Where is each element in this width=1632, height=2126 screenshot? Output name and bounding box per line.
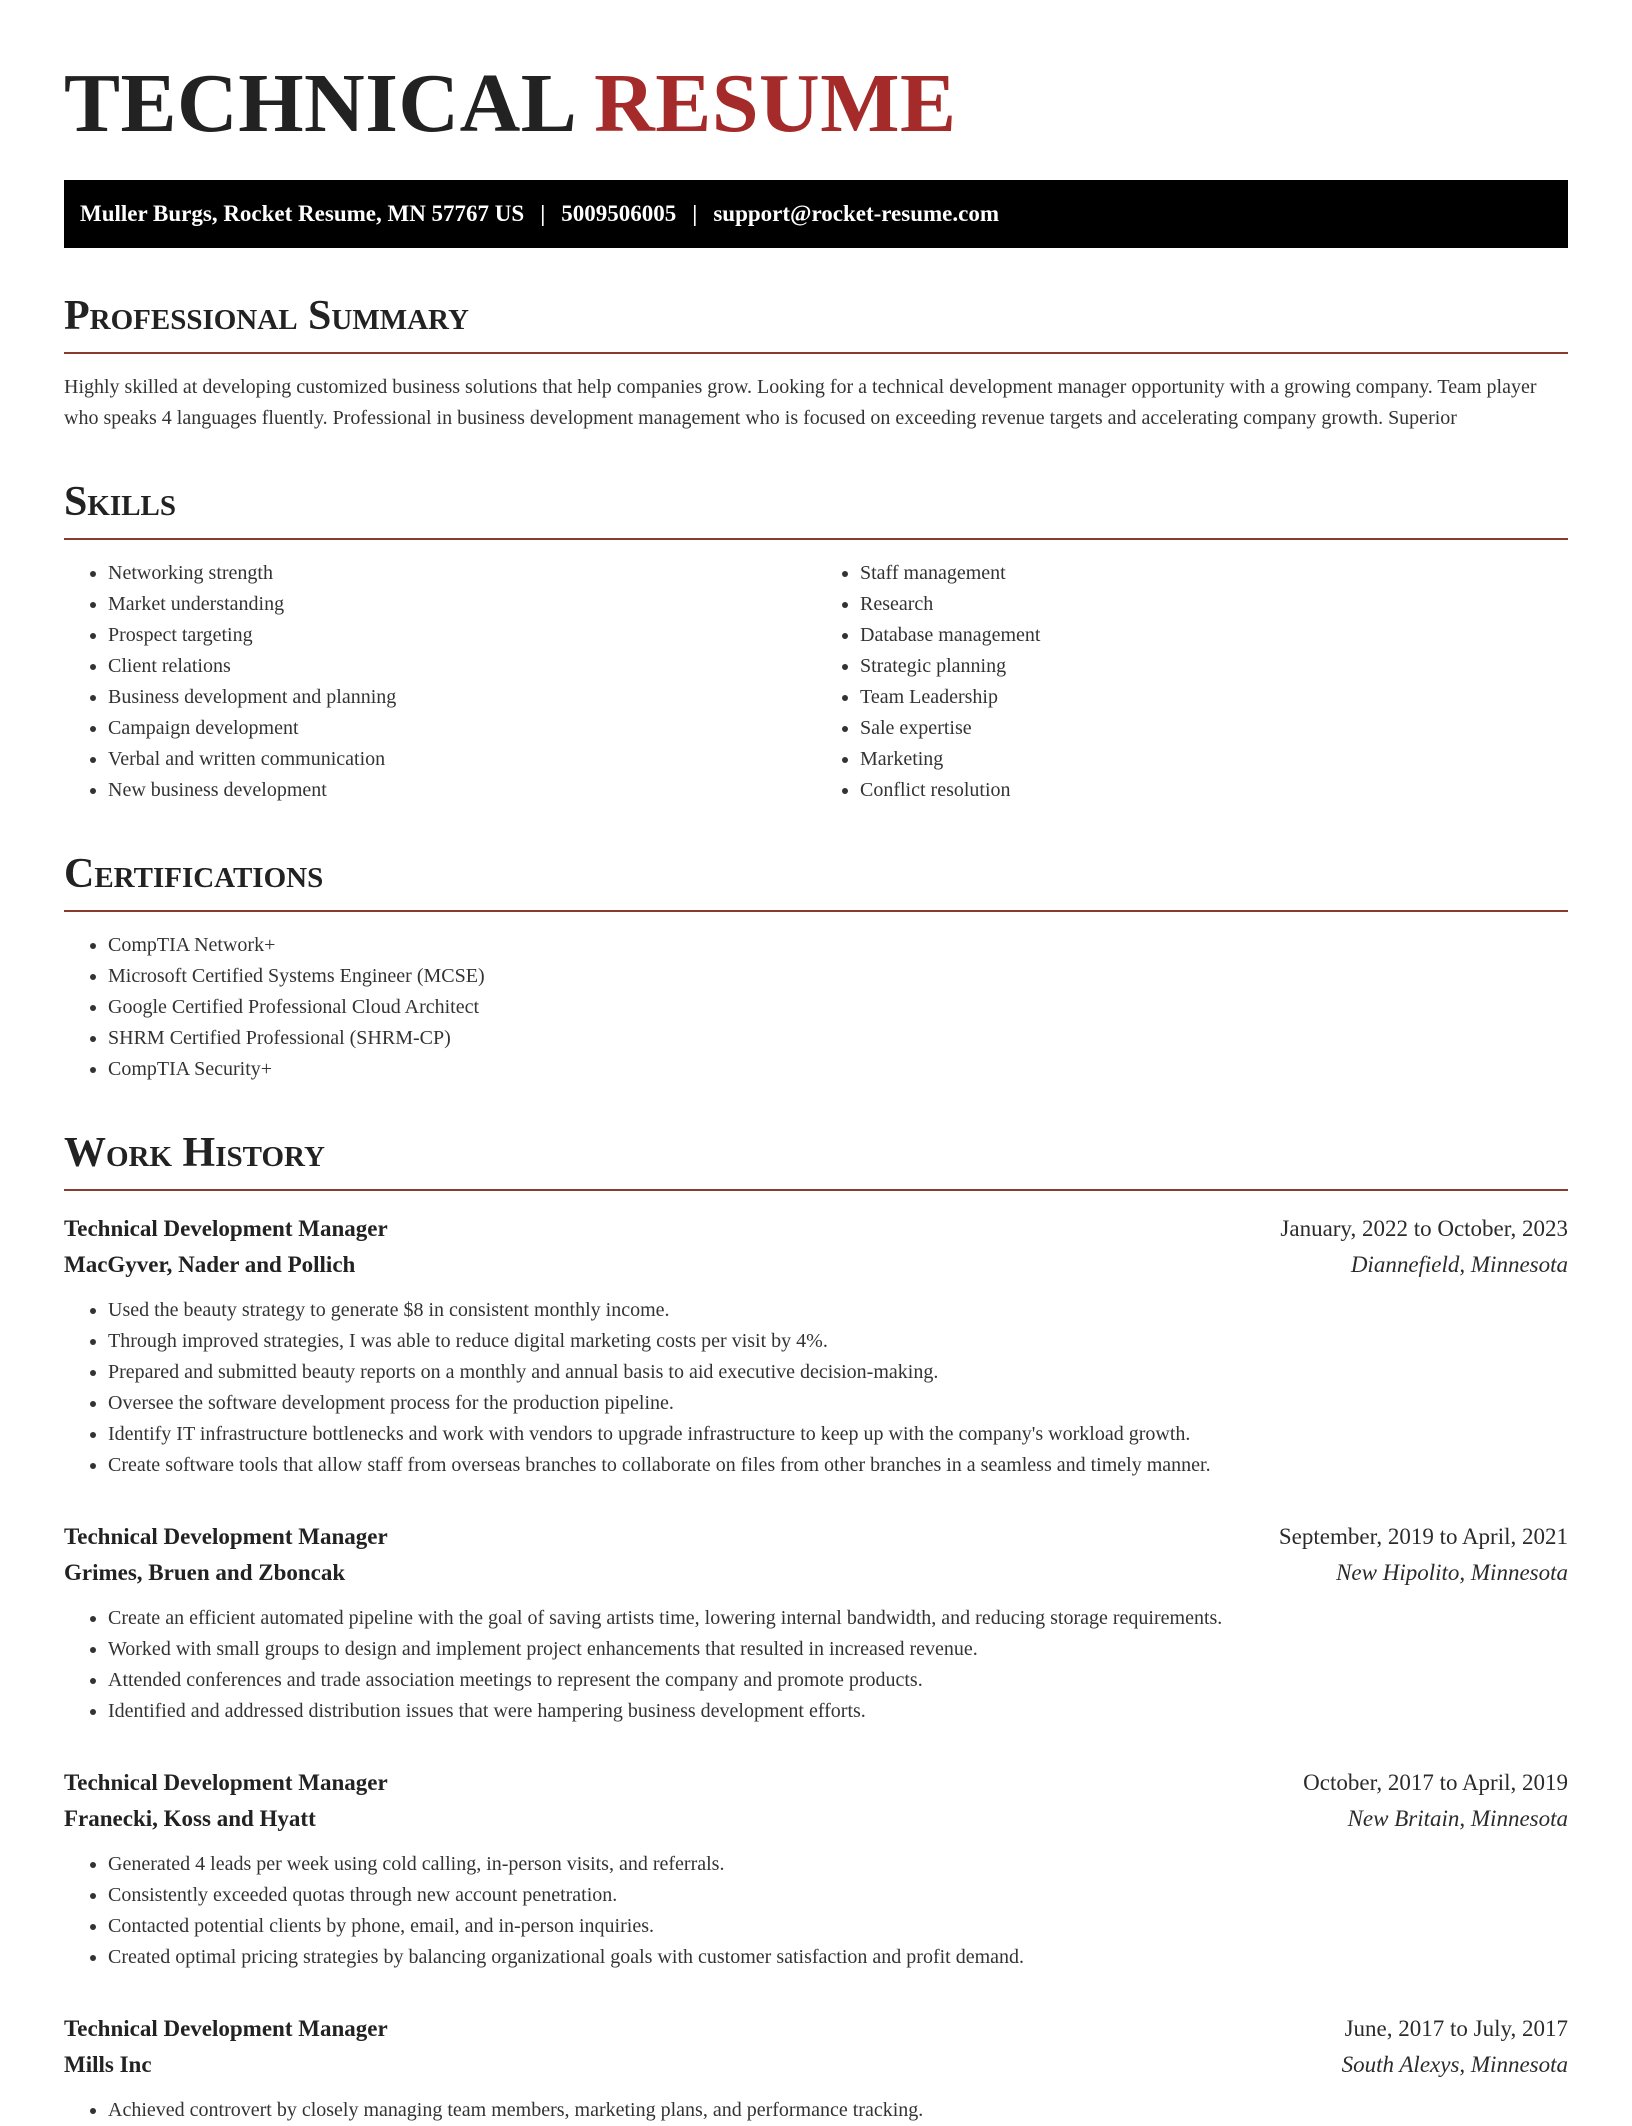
job-bullets: [64, 1849, 1568, 1973]
certification-item: • SHRM Certified Professional (SHRM-CP): [108, 1023, 1568, 1054]
contact-address: Muller Burgs, Rocket Resume, MN 57767 US: [80, 201, 525, 226]
job-bullet: • Identify IT infrastructure bottlenecks and work with vendors to upgrade infrastructure to keep up with the company's workload growth.: [108, 1419, 1568, 1450]
job-title: Technical Development Manager: [64, 2016, 388, 2041]
skill-item: • Sale expertise: [860, 713, 1568, 744]
job-company-row: [64, 1247, 1568, 1283]
job-location: Diannefield, Minnesota: [1350, 1252, 1568, 1277]
job-bullet: • Achieved controvert by closely managing team members, marketing plans, and performance tracking.: [108, 2095, 1568, 2126]
job-bullet: • Used the beauty strategy to generate $8 in consistent monthly income.: [108, 1295, 1568, 1326]
section-heading-work-history: Work History: [64, 1129, 1568, 1191]
job-entry: [64, 1519, 1568, 1727]
job-title: Technical Development Manager: [64, 1216, 388, 1241]
certification-item: • Google Certified Professional Cloud Architect: [108, 992, 1568, 1023]
job-bullet: • Generated 4 leads per week using cold calling, in-person visits, and referrals.: [108, 1849, 1568, 1880]
job-company: MacGyver, Nader and Pollich: [64, 1252, 356, 1277]
job-entry: [64, 1765, 1568, 1973]
skill-item: • Database management: [860, 620, 1568, 651]
skill-item: • Verbal and written communication: [108, 744, 816, 775]
job-company-row: [64, 2047, 1568, 2083]
summary-text: Highly skilled at developing customized business solutions that help companies grow. Looking for a technical development manager opportunity with a growing company. Team player who speaks 4 languages fluently. Professional in business development management who is focused on exceeding revenue targets and accelerating company growth. Superior: [64, 376, 1537, 429]
skill-item: • Market understanding: [108, 589, 816, 620]
job-bullet: • Identified and addressed distribution issues that were hampering business development efforts.: [108, 1696, 1568, 1727]
skill-item: • Team Leadership: [860, 682, 1568, 713]
job-location: New Hipolito, Minnesota: [1336, 1560, 1568, 1585]
contact-email: support@rocket-resume.com: [713, 201, 999, 226]
job-entry: [64, 2011, 1568, 2126]
skills-list-left: [64, 558, 816, 806]
job-location: South Alexys, Minnesota: [1341, 2052, 1568, 2077]
section-heading-summary: Professional Summary: [64, 292, 1568, 354]
certification-item: • CompTIA Network+: [108, 930, 1568, 961]
job-bullets: [64, 1295, 1568, 1481]
job-company-row: [64, 1555, 1568, 1591]
summary-section: [64, 292, 1568, 434]
skills-grid: [64, 558, 1568, 806]
skill-item: • Strategic planning: [860, 651, 1568, 682]
resume-title-accent: RESUME: [594, 57, 957, 150]
job-title: Technical Development Manager: [64, 1524, 388, 1549]
job-bullet: • Attended conferences and trade association meetings to represent the company and promote products.: [108, 1665, 1568, 1696]
job-title: Technical Development Manager: [64, 1770, 388, 1795]
job-bullet: • Through improved strategies, I was able to reduce digital marketing costs per visit by 4%.: [108, 1326, 1568, 1357]
job-dates: October, 2017 to April, 2019: [1303, 1770, 1568, 1795]
job-bullets: [64, 1603, 1568, 1727]
job-entry: [64, 1211, 1568, 1481]
job-bullet: • Create an efficient automated pipeline with the goal of saving artists time, lowering internal bandwidth, and reducing storage requirements.: [108, 1603, 1568, 1634]
job-company: Grimes, Bruen and Zboncak: [64, 1560, 346, 1585]
contact-bar: [64, 180, 1568, 248]
skill-item: • New business development: [108, 775, 816, 806]
resume-page: [64, 0, 1568, 2126]
skills-list-right: [816, 558, 1568, 806]
section-heading-certifications: Certifications: [64, 850, 1568, 912]
job-bullet: • Consistently exceeded quotas through new account penetration.: [108, 1880, 1568, 1911]
job-header-row: [64, 1765, 1568, 1801]
skill-item: • Marketing: [860, 744, 1568, 775]
job-location: New Britain, Minnesota: [1347, 1806, 1568, 1831]
contact-separator: |: [692, 201, 698, 226]
job-company-row: [64, 1801, 1568, 1837]
skill-item: • Research: [860, 589, 1568, 620]
job-bullet: • Prepared and submitted beauty reports on a monthly and annual basis to aid executive decision-making.: [108, 1357, 1568, 1388]
skill-item: • Staff management: [860, 558, 1568, 589]
job-bullets: [64, 2095, 1568, 2126]
job-dates: January, 2022 to October, 2023: [1280, 1216, 1568, 1241]
skill-item: • Campaign development: [108, 713, 816, 744]
job-bullet: • Oversee the software development process for the production pipeline.: [108, 1388, 1568, 1419]
job-bullet: • Created optimal pricing strategies by balancing organizational goals with customer satisfaction and profit demand.: [108, 1942, 1568, 1973]
skill-item: • Client relations: [108, 651, 816, 682]
job-header-row: [64, 2011, 1568, 2047]
certifications-section: [64, 850, 1568, 1085]
section-heading-skills: Skills: [64, 478, 1568, 540]
job-bullet: • Worked with small groups to design and implement project enhancements that resulted in increased revenue.: [108, 1634, 1568, 1665]
job-header-row: [64, 1519, 1568, 1555]
certification-item: • Microsoft Certified Systems Engineer (MCSE): [108, 961, 1568, 992]
certification-item: • CompTIA Security+: [108, 1054, 1568, 1085]
resume-title: [64, 58, 1568, 150]
job-dates: September, 2019 to April, 2021: [1278, 1524, 1568, 1549]
job-dates: June, 2017 to July, 2017: [1344, 2016, 1568, 2041]
contact-separator: |: [540, 201, 546, 226]
work-history-section: [64, 1129, 1568, 2126]
job-bullet: • Contacted potential clients by phone, email, and in-person inquiries.: [108, 1911, 1568, 1942]
skill-item: • Networking strength: [108, 558, 816, 589]
resume-title-primary: TECHNICAL: [64, 57, 573, 150]
job-company: Mills Inc: [64, 2052, 152, 2077]
skill-item: • Prospect targeting: [108, 620, 816, 651]
job-header-row: [64, 1211, 1568, 1247]
contact-phone: 5009506005: [561, 201, 677, 226]
skill-item: • Business development and planning: [108, 682, 816, 713]
job-bullet: • Create software tools that allow staff from overseas branches to collaborate on files from other branches in a seamless and timely manner.: [108, 1450, 1568, 1481]
certifications-list: [64, 930, 1568, 1085]
skill-item: • Conflict resolution: [860, 775, 1568, 806]
job-company: Franecki, Koss and Hyatt: [64, 1806, 316, 1831]
skills-section: [64, 478, 1568, 806]
